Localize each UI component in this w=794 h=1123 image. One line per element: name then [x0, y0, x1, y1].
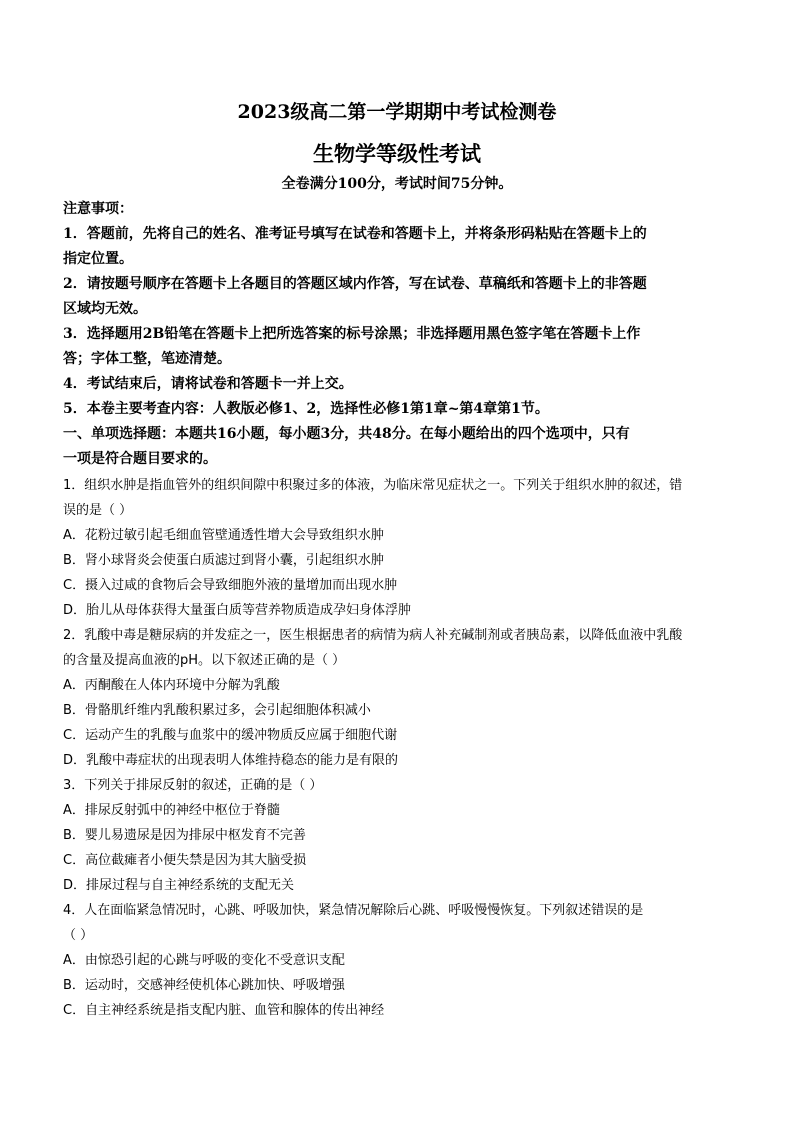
exam-title: 2023级高二第一学期期中考试检测卷	[237, 101, 557, 123]
notes-line: 1．答题前，先将自己的姓名、准考证号填写在试卷和答题卡上，并将条形码粘贴在答题卡上的	[63, 226, 647, 242]
question-line: 3．下列关于排尿反射的叙述，正确的是（ ）	[63, 778, 323, 793]
option-line: B．骨骼肌纤维内乳酸积累过多，会引起细胞体积减小	[63, 703, 371, 718]
option-line: D．胎儿从母体获得大量蛋白质等营养物质造成孕妇身体浮肿	[63, 603, 412, 618]
notes-line: 4．考试结束后，请将试卷和答题卡一并上交。	[63, 376, 353, 392]
option-line: A．由惊恐引起的心跳与呼吸的变化不受意识支配	[63, 953, 345, 968]
option-line: B．运动时，交感神经使机体心跳加快、呼吸增强	[63, 978, 345, 993]
option-line: B．肾小球肾炎会使蛋白质滤过到肾小囊，引起组织水肿	[63, 553, 384, 568]
question-line: 误的是（ ）	[63, 503, 133, 518]
exam-subject-title: 生物学等级性考试	[313, 141, 481, 166]
option-line: B．婴儿易遗尿是因为排尿中枢发育不完善	[63, 828, 306, 843]
option-line: D．排尿过程与自主神经系统的支配无关	[63, 878, 295, 893]
question-line: 1．组织水肿是指血管外的组织间隙中积聚过多的体液，为临床常见症状之一。下列关于组织水肿的叙述，错	[63, 478, 683, 493]
option-line: C．高位截瘫者小便失禁是因为其大脑受损	[63, 853, 307, 868]
notes-line: 5．本卷主要考查内容：人教版必修1、2，选择性必修1第1章~第4章第1节。	[63, 401, 549, 417]
section-heading: 一项是符合题目要求的。	[63, 451, 217, 467]
option-line: A．花粉过敏引起毛细血管壁通透性增大会导致组织水肿	[63, 528, 384, 543]
question-line: 4．人在面临紧急情况时，心跳、呼吸加快，紧急情况解除后心跳、呼吸慢慢恢复。下列叙述错误的是	[63, 903, 644, 918]
option-line: C．运动产生的乳酸与血浆中的缓冲物质反应属于细胞代谢	[63, 728, 398, 743]
notes-line: 3．选择题用2B铅笔在答题卡上把所选答案的标号涂黑；非选择题用黑色签字笔在答题卡上作	[63, 326, 641, 342]
notes-heading: 注意事项：	[63, 201, 133, 217]
question-line: （ ）	[63, 928, 94, 943]
notes-line: 指定位置。	[63, 251, 133, 267]
option-line: A．排尿反射弧中的神经中枢位于脊髓	[63, 803, 280, 818]
notes-line: 答；字体工整，笔迹清楚。	[63, 351, 231, 367]
option-line: C．摄入过咸的食物后会导致细胞外液的量增加而出现水肿	[63, 578, 398, 593]
option-line: A．丙酮酸在人体内环境中分解为乳酸	[63, 678, 280, 693]
question-line: 2．乳酸中毒是糖尿病的并发症之一，医生根据患者的病情为病人补充碱制剂或者胰岛素，以降低血液中乳酸	[63, 628, 683, 643]
section-heading: 一、单项选择题：本题共16小题，每小题3分，共48分。在每小题给出的四个选项中，只有	[63, 426, 630, 442]
notes-line: 2．请按题号顺序在答题卡上各题目的答题区域内作答，写在试卷、草稿纸和答题卡上的非答题	[63, 276, 647, 292]
option-line: C．自主神经系统是指支配内脏、血管和腺体的传出神经	[63, 1003, 385, 1018]
exam-score-time: 全卷满分100分，考试时间75分钟。	[281, 176, 513, 192]
option-line: D．乳酸中毒症状的出现表明人体维持稳态的能力是有限的	[63, 753, 399, 768]
notes-line: 区域均无效。	[63, 301, 147, 317]
question-line: 的含量及提高血液的pH。以下叙述正确的是（ ）	[63, 653, 346, 668]
